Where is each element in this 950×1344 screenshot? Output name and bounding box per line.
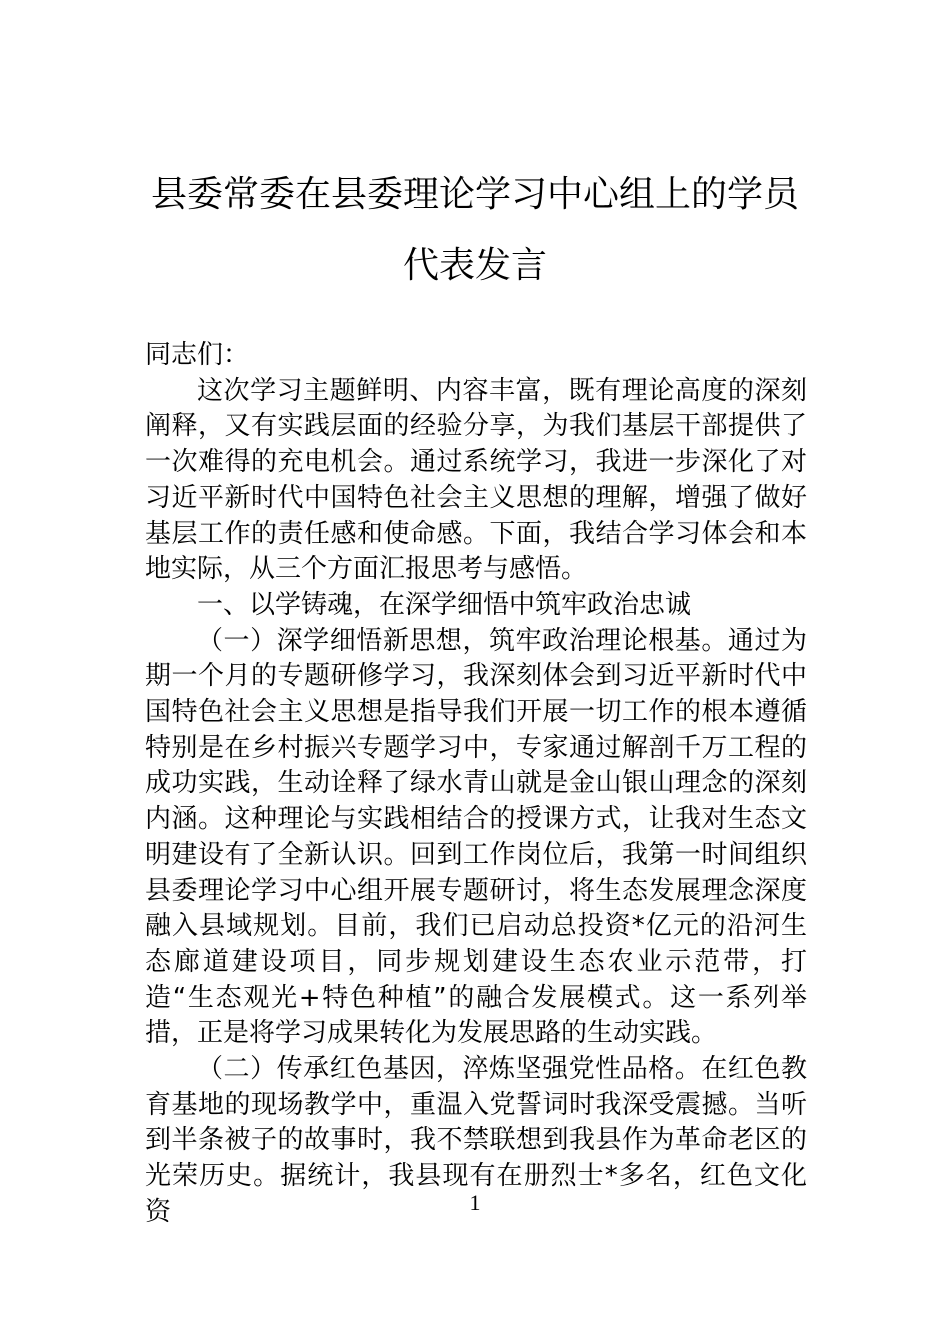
page-number: 1: [469, 1190, 481, 1215]
paragraph-subsection-1: （一）深学细悟新思想，筑牢政治理论根基。通过为期一个月的专题研修学习，我深刻体会到习近平新时代中国特色社会主义思想是指导我们开展一切工作的根本遵循特别是在乡村振兴专题学习中，专家通过解剖千万工程的成功实践，生动诠释了绿水青山就是金山银山理念的深刻内涵。这种理论与实践相结合的授课方式，让我对生态文明建设有了全新认识。回到工作岗位后，我第一时间组织县委理论学习中心组开展专题研讨，将生态发展理念深度融入县域规划。目前，我们已启动总投资*亿元的沿河生态廊道建设项目，同步规划建设生态农业示范带，打造“生态观光+特色种植”的融合发展模式。这一系列举措，正是将学习成果转化为发展思路的生动实践。: [145, 625, 807, 1049]
document-title-line-1: 县委常委在县委理论学习中心组上的学员: [150, 174, 799, 215]
paragraph-subsection-2: （二）传承红色基因，淬炼坚强党性品格。在红色教育基地的现场教学中，重温入党誓词时我深受震撼。当听到半条被子的故事时，我不禁联想到我县作为革命老区的光荣历史。据统计，我县现有在册烈士*多名，红色文化资: [145, 1054, 807, 1227]
salutation: 同志们：: [145, 340, 250, 370]
section-heading-1: 一、以学铸魂，在深学细悟中筑牢政治忠诚: [197, 589, 692, 620]
document-body: [145, 338, 807, 1231]
paragraph-intro: 这次学习主题鲜明、内容丰富，既有理论高度的深刻阐释，又有实践层面的经验分享，为我们基层干部提供了一次难得的充电机会。通过系统学习，我进一步深化了对习近平新时代中国特色社会主义思想的理解，增强了做好基层工作的责任感和使命感。下面，我结合学习体会和本地实际，从三个方面汇报思考与感悟。: [145, 375, 807, 585]
document-title-line-2: 代表发言: [402, 245, 547, 286]
